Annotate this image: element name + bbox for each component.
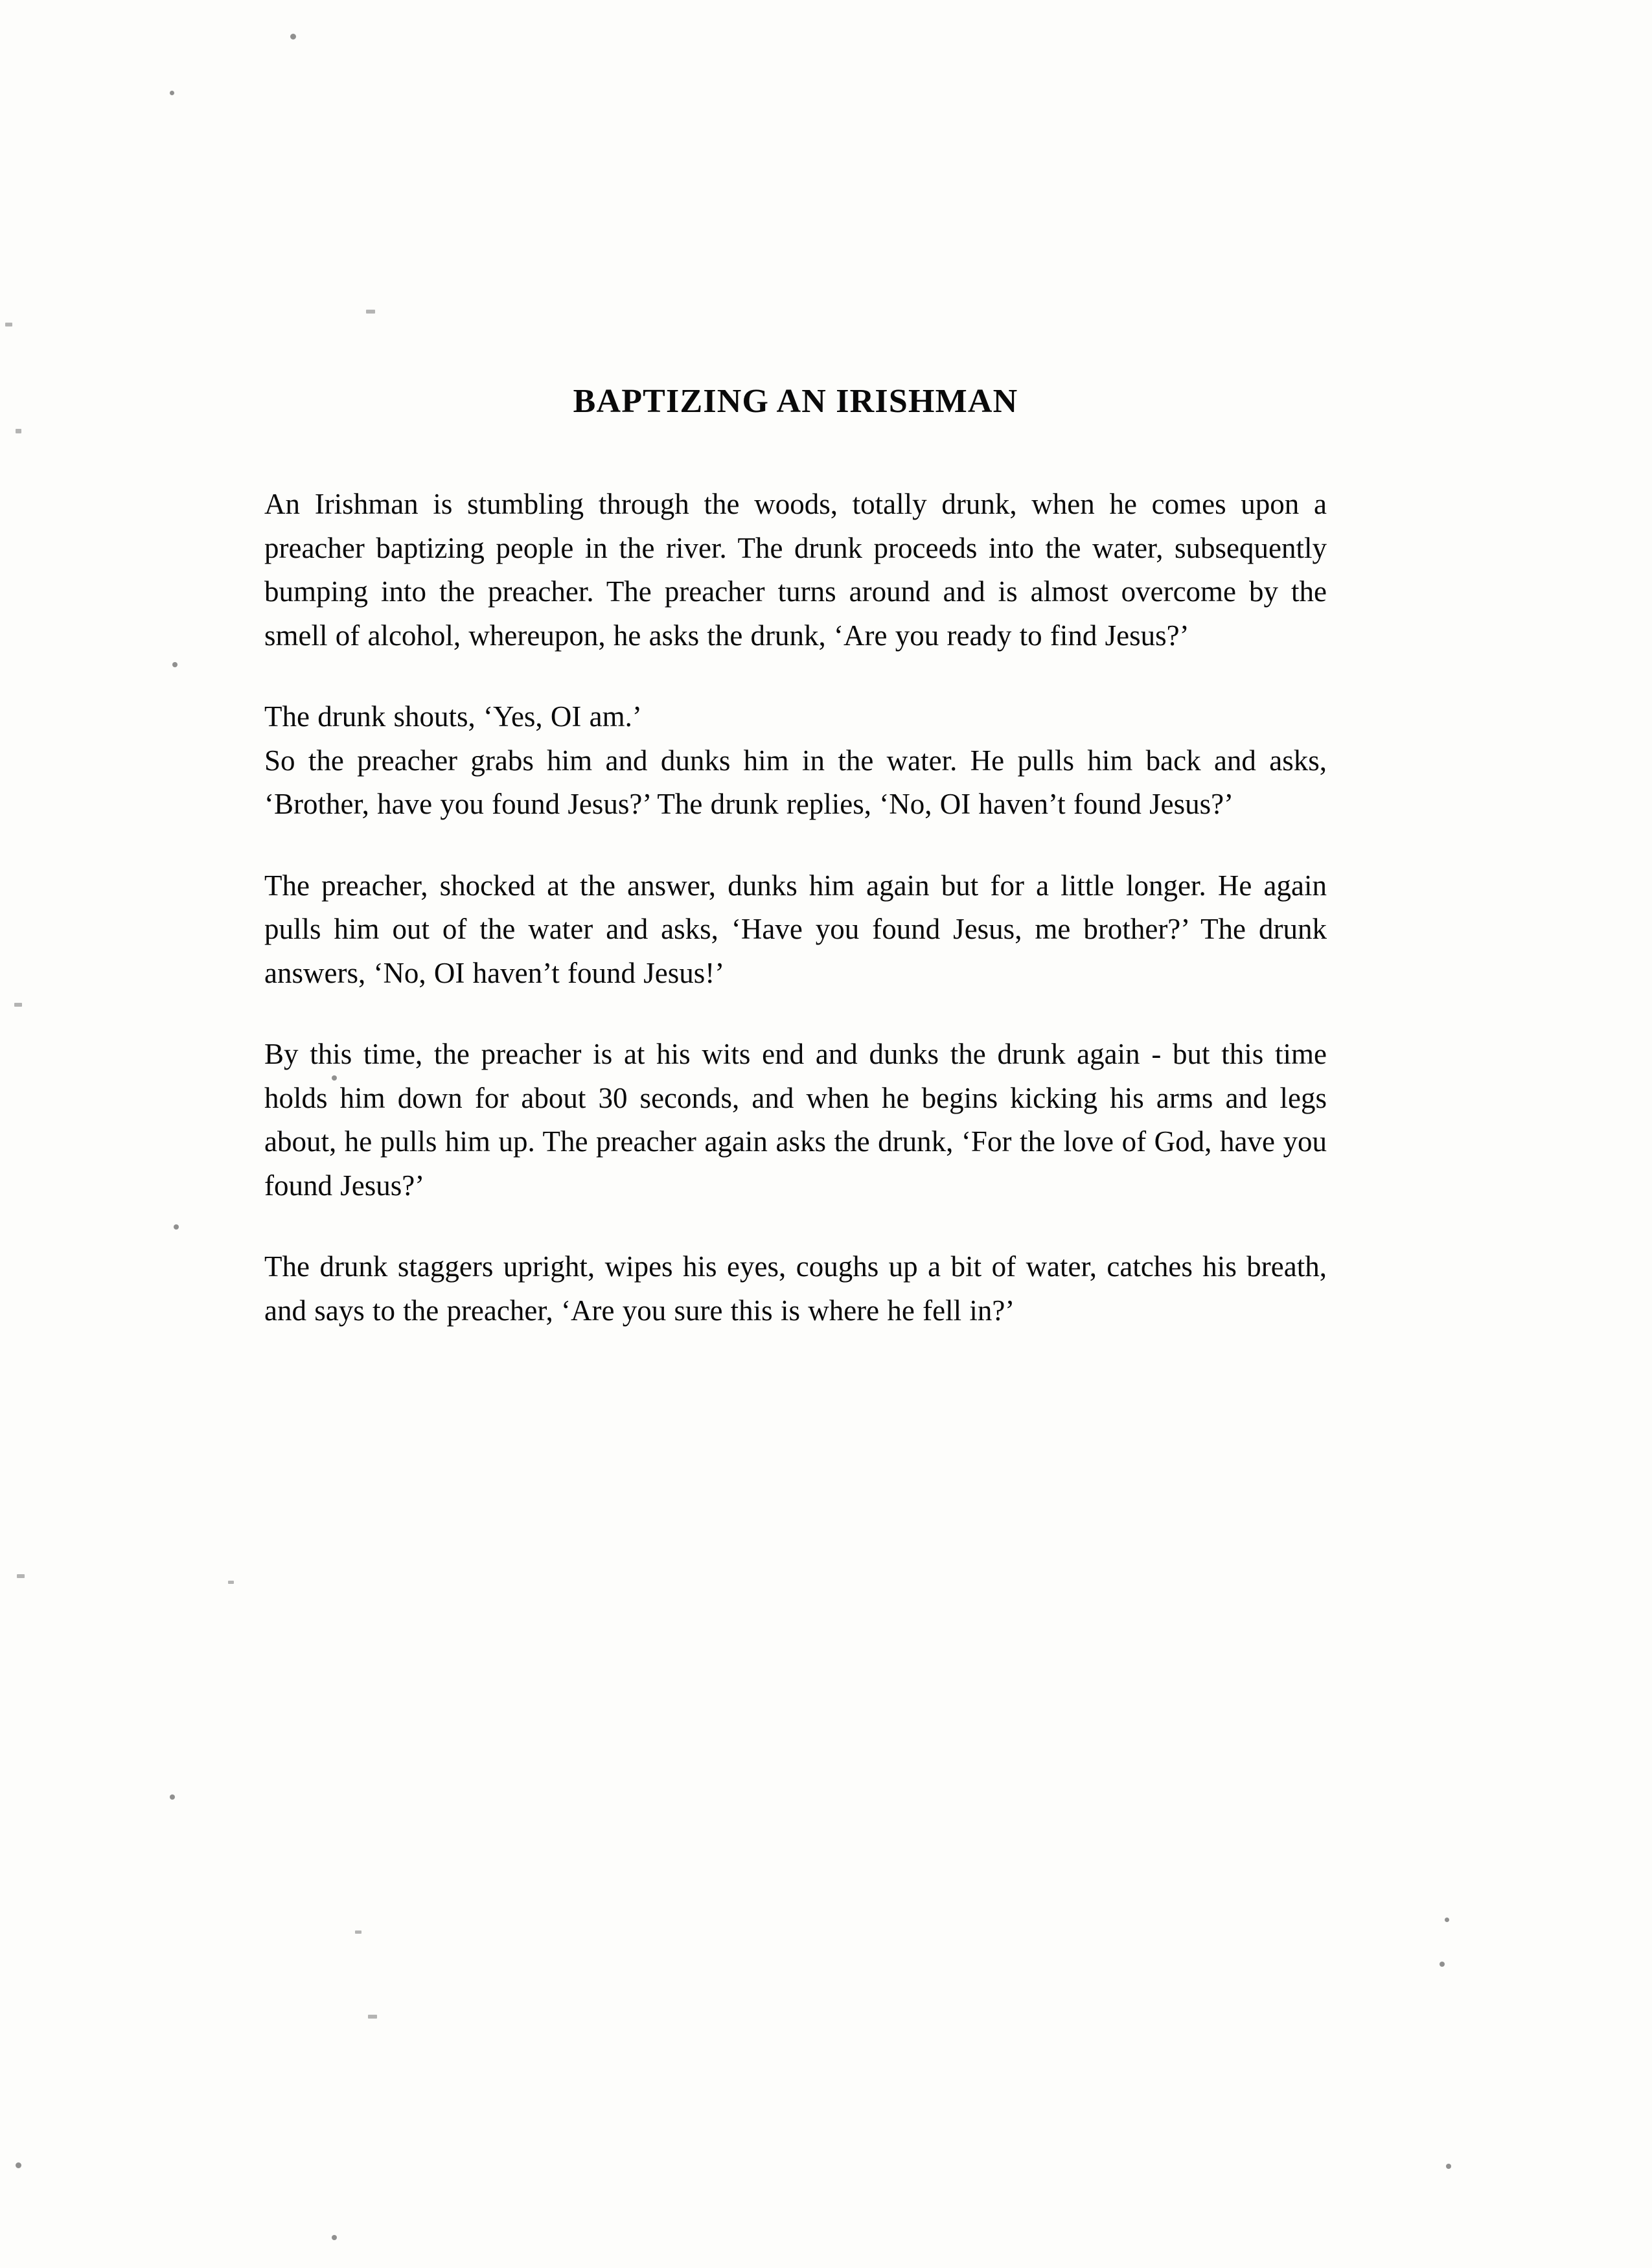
scan-speck-icon (228, 1581, 234, 1584)
paragraph-opening: An Irishman is stumbling through the woods, totally drunk, when he comes upon a preacher baptizing people in the river. The drunk proceeds into the water, subsequently bumping into the preacher. The preacher turns around and is almost overcome by the smell of alcohol, whereupon, he asks the drunk, ‘Are you ready to find Jesus?’ (264, 488, 1327, 652)
scan-speck-icon (17, 1574, 25, 1578)
paragraph-drunk-shouts: The drunk shouts, ‘Yes, OI am.’ (264, 700, 642, 733)
scan-speck-icon (16, 429, 21, 433)
scan-speck-icon (1445, 1918, 1449, 1922)
paragraph-second-dunk: The preacher, shocked at the answer, dunks him again but for a little longer. He again pulls him out of the water and asks, ‘Have you found Jesus, me brother?’ The drunk answers, ‘No, OI haven’t found Jesus!’ (264, 869, 1327, 989)
paragraph-punchline: The drunk staggers upright, wipes his eyes, coughs up a bit of water, catches his breath, and says to the preacher, ‘Are you sure this is where he fell in?’ (264, 1250, 1327, 1327)
scan-speck-icon (368, 2015, 377, 2019)
scan-speck-icon (355, 1930, 361, 1934)
scan-speck-icon (366, 310, 375, 314)
scan-speck-icon (290, 34, 296, 40)
paragraph-first-dunk: So the preacher grabs him and dunks him in the water. He pulls him back and asks, ‘Brother, have you found Jesus?’ The drunk replies, ‘No, OI haven’t found Jesus?’ (264, 744, 1327, 820)
scan-speck-icon (16, 2162, 21, 2168)
document-body (264, 382, 1327, 1333)
scan-speck-icon (170, 1794, 175, 1800)
scan-speck-icon (174, 1224, 179, 1230)
scan-speck-icon (170, 91, 174, 95)
scan-speck-icon (172, 662, 178, 667)
scan-speck-icon (332, 2235, 337, 2240)
scan-speck-icon (14, 1003, 22, 1007)
scan-speck-icon (1440, 1962, 1445, 1967)
page-title: BAPTIZING AN IRISHMAN (573, 383, 1018, 420)
scan-speck-icon (5, 323, 12, 326)
scan-speck-icon (1446, 2164, 1451, 2169)
paragraph-third-dunk: By this time, the preacher is at his wits end and dunks the drunk again - but this time holds him down for about 30 seconds, and when he begins kicking his arms and legs about, he pulls him up. The preacher again asks the drunk, ‘For the love of God, have you found Jesus?’ (264, 1038, 1327, 1202)
